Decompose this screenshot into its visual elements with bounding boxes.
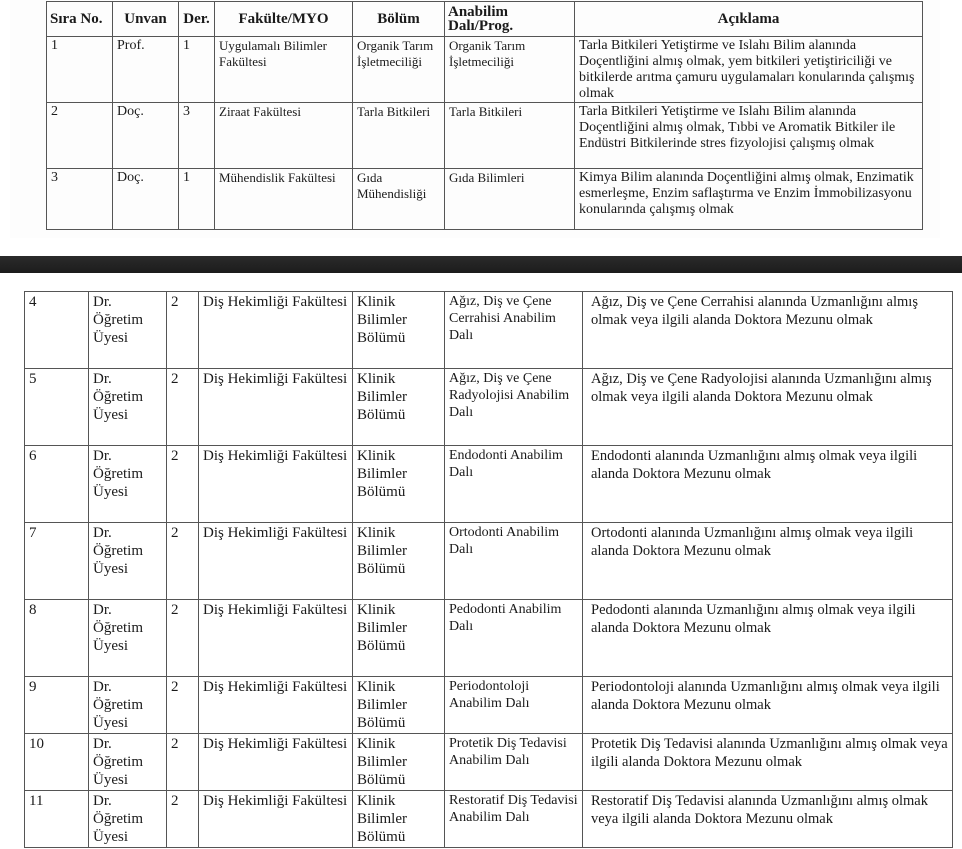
cell-aciklama: Kimya Bilim alanında Doçentliğini almış olmak, Enzimatik esmerleşme, Enzim saflaştırma ve Enzim İmmobilizasyonu konularında çalışmış olmak <box>575 169 923 230</box>
cell-no: 10 <box>25 734 89 791</box>
cell-fakulte: Mühendislik Fakültesi <box>215 169 353 230</box>
cell-unvan: Dr. Öğretim Üyesi <box>89 791 167 848</box>
cell-aciklama: Ağız, Diş ve Çene Cerrahisi alanında Uzmanlığını almış olmak veya ilgili alanda Doktora Mezunu olmak <box>583 292 953 369</box>
cell-no: 2 <box>47 103 113 169</box>
table-row <box>47 103 923 169</box>
cell-bolum: Klinik Bilimler Bölümü <box>353 369 445 446</box>
cell-unvan: Dr. Öğretim Üyesi <box>89 600 167 677</box>
cell-bolum: Gıda Mühendisliği <box>353 169 445 230</box>
cell-derece: 1 <box>179 169 215 230</box>
cell-derece: 2 <box>167 292 199 369</box>
table-row <box>25 292 953 369</box>
cell-anabilim: Tarla Bitkileri <box>445 103 575 169</box>
table-row <box>25 677 953 734</box>
cell-unvan: Dr. Öğretim Üyesi <box>89 292 167 369</box>
cell-anabilim: Ortodonti Anabilim Dalı <box>445 523 583 600</box>
cell-no: 9 <box>25 677 89 734</box>
cell-anabilim: Endodonti Anabilim Dalı <box>445 446 583 523</box>
table-row <box>25 523 953 600</box>
table-row <box>47 169 923 230</box>
cell-fakulte: Diş Hekimliği Fakültesi <box>199 523 353 600</box>
cell-no: 4 <box>25 292 89 369</box>
cell-unvan: Doç. <box>113 103 179 169</box>
header-aciklama: Açıklama <box>575 2 923 37</box>
cell-unvan: Dr. Öğretim Üyesi <box>89 369 167 446</box>
cell-bolum: Tarla Bitkileri <box>353 103 445 169</box>
cell-bolum: Klinik Bilimler Bölümü <box>353 292 445 369</box>
cell-anabilim: Organik Tarım İşletmeciliği <box>445 37 575 103</box>
table-row <box>47 37 923 103</box>
cell-bolum: Klinik Bilimler Bölümü <box>353 791 445 848</box>
cell-fakulte: Diş Hekimliği Fakültesi <box>199 292 353 369</box>
cell-fakulte: Ziraat Fakültesi <box>215 103 353 169</box>
page-separator-bar <box>0 256 962 273</box>
cell-fakulte: Diş Hekimliği Fakültesi <box>199 369 353 446</box>
cell-derece: 2 <box>167 600 199 677</box>
cell-unvan: Doç. <box>113 169 179 230</box>
header-unvan: Unvan <box>113 2 179 37</box>
cell-derece: 2 <box>167 734 199 791</box>
cell-aciklama: Pedodonti alanında Uzmanlığını almış olmak veya ilgili alanda Doktora Mezunu olmak <box>583 600 953 677</box>
cell-aciklama: Tarla Bitkileri Yetiştirme ve Islahı Bilim alanında Doçentliğini almış olmak, Tıbbi ve Aromatik Bitkiler ile Endüstri Bitkilerinde stres fizyolojisi çalışmış olmak <box>575 103 923 169</box>
document-page-top <box>0 0 962 238</box>
table-row <box>25 446 953 523</box>
positions-table-bottom <box>24 291 953 848</box>
cell-bolum: Klinik Bilimler Bölümü <box>353 600 445 677</box>
positions-table-top <box>46 1 923 230</box>
table-row <box>25 600 953 677</box>
cell-derece: 2 <box>167 523 199 600</box>
cell-bolum: Organik Tarım İşletmeciliği <box>353 37 445 103</box>
table-row <box>25 369 953 446</box>
document-page-bottom <box>0 273 962 849</box>
cell-fakulte: Diş Hekimliği Fakültesi <box>199 734 353 791</box>
cell-derece: 2 <box>167 677 199 734</box>
cell-fakulte: Diş Hekimliği Fakültesi <box>199 677 353 734</box>
cell-aciklama: Protetik Diş Tedavisi alanında Uzmanlığını almış olmak veya ilgili alanda Doktora Mezunu olmak <box>583 734 953 791</box>
cell-fakulte: Diş Hekimliği Fakültesi <box>199 446 353 523</box>
cell-derece: 2 <box>167 369 199 446</box>
table-row <box>25 734 953 791</box>
table-header-row <box>47 2 923 37</box>
header-anabilim: Anabilim Dalı/Prog. <box>445 2 575 37</box>
cell-unvan: Dr. Öğretim Üyesi <box>89 677 167 734</box>
cell-fakulte: Diş Hekimliği Fakültesi <box>199 600 353 677</box>
cell-anabilim: Periodontoloji Anabilim Dalı <box>445 677 583 734</box>
cell-aciklama: Ağız, Diş ve Çene Radyolojisi alanında Uzmanlığını almış olmak veya ilgili alanda Doktora Mezunu olmak <box>583 369 953 446</box>
cell-no: 1 <box>47 37 113 103</box>
cell-bolum: Klinik Bilimler Bölümü <box>353 523 445 600</box>
cell-fakulte: Diş Hekimliği Fakültesi <box>199 791 353 848</box>
cell-derece: 1 <box>179 37 215 103</box>
cell-no: 7 <box>25 523 89 600</box>
cell-bolum: Klinik Bilimler Bölümü <box>353 677 445 734</box>
cell-aciklama: Periodontoloji alanında Uzmanlığını almış olmak veya ilgili alanda Doktora Mezunu olmak <box>583 677 953 734</box>
cell-bolum: Klinik Bilimler Bölümü <box>353 446 445 523</box>
cell-no: 8 <box>25 600 89 677</box>
header-bolum: Bölüm <box>353 2 445 37</box>
cell-unvan: Dr. Öğretim Üyesi <box>89 734 167 791</box>
cell-unvan: Dr. Öğretim Üyesi <box>89 446 167 523</box>
header-fakulte: Fakülte/MYO <box>215 2 353 37</box>
cell-anabilim: Protetik Diş Tedavisi Anabilim Dalı <box>445 734 583 791</box>
cell-anabilim: Restoratif Diş Tedavisi Anabilim Dalı <box>445 791 583 848</box>
cell-aciklama: Restoratif Diş Tedavisi alanında Uzmanlığını almış olmak veya ilgili alanda Doktora Mezunu olmak <box>583 791 953 848</box>
cell-anabilim: Ağız, Diş ve Çene Cerrahisi Anabilim Dalı <box>445 292 583 369</box>
cell-anabilim: Ağız, Diş ve Çene Radyolojisi Anabilim Dalı <box>445 369 583 446</box>
cell-fakulte: Uygulamalı Bilimler Fakültesi <box>215 37 353 103</box>
header-derece: Der. <box>179 2 215 37</box>
table-row <box>25 791 953 848</box>
cell-bolum: Klinik Bilimler Bölümü <box>353 734 445 791</box>
cell-unvan: Dr. Öğretim Üyesi <box>89 523 167 600</box>
cell-no: 5 <box>25 369 89 446</box>
cell-no: 11 <box>25 791 89 848</box>
cell-no: 6 <box>25 446 89 523</box>
header-sira-no: Sıra No. <box>47 2 113 37</box>
cell-anabilim: Pedodonti Anabilim Dalı <box>445 600 583 677</box>
cell-derece: 2 <box>167 791 199 848</box>
cell-no: 3 <box>47 169 113 230</box>
cell-aciklama: Ortodonti alanında Uzmanlığını almış olmak veya ilgili alanda Doktora Mezunu olmak <box>583 523 953 600</box>
cell-derece: 2 <box>167 446 199 523</box>
cell-derece: 3 <box>179 103 215 169</box>
cell-aciklama: Endodonti alanında Uzmanlığını almış olmak veya ilgili alanda Doktora Mezunu olmak <box>583 446 953 523</box>
cell-aciklama: Tarla Bitkileri Yetiştirme ve Islahı Bilim alanında Doçentliğini almış olmak, yem bitkileri yetiştiriciliği ve bitkilerde arıtma çamuru uygulamaları konularında çalışmış olmak <box>575 37 923 103</box>
cell-unvan: Prof. <box>113 37 179 103</box>
cell-anabilim: Gıda Bilimleri <box>445 169 575 230</box>
